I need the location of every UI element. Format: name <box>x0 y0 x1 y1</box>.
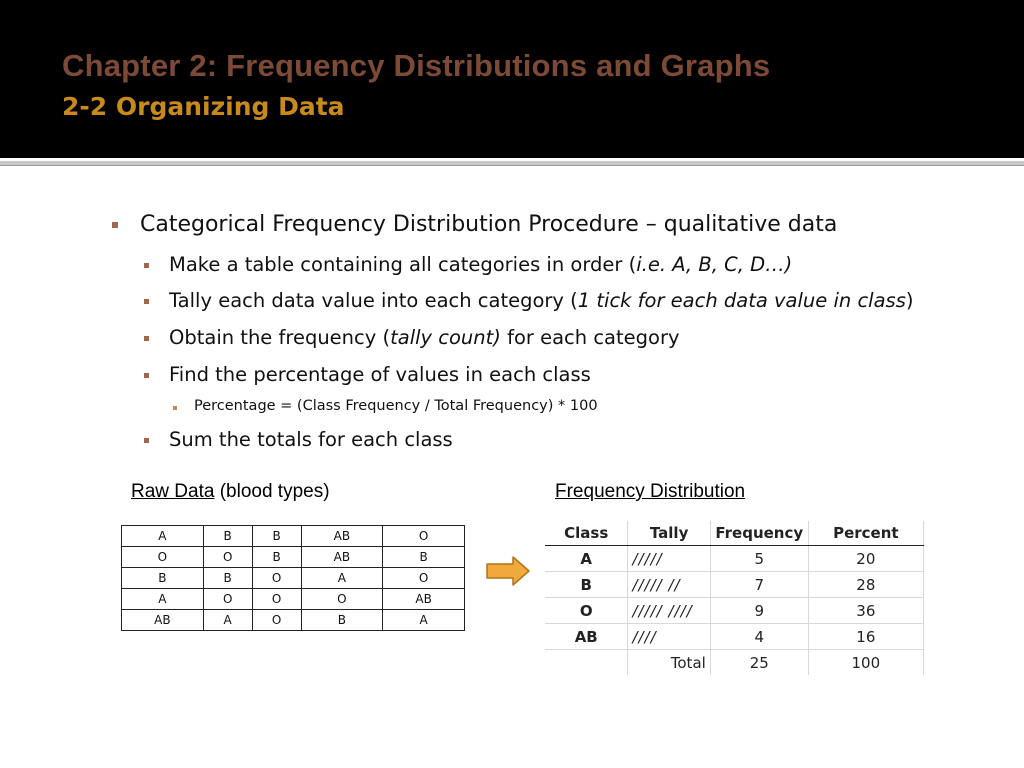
table-cell: B <box>252 526 301 547</box>
table-cell: O <box>122 547 204 568</box>
table-cell: B <box>203 526 252 547</box>
bullet-square-icon <box>144 263 149 268</box>
bullet-square-icon <box>173 406 177 410</box>
empty-cell <box>545 650 628 676</box>
frequency-cell: 7 <box>710 572 808 598</box>
frequency-caption: Frequency Distribution <box>555 481 746 502</box>
bullet-sub-3-rest: for each category <box>500 326 680 349</box>
raw-data-caption-title: Raw Data <box>131 481 215 502</box>
percent-cell: 20 <box>808 546 923 572</box>
table-cell: B <box>203 568 252 589</box>
tally-cell: ///// //// <box>628 598 710 624</box>
column-header-tally: Tally <box>628 521 710 546</box>
bullet-sub-4: Find the percentage of values in each class <box>169 363 591 386</box>
bullet-sub-2-text: Tally each data value into each category ( <box>169 289 578 312</box>
total-row <box>545 650 924 676</box>
frequency-distribution-table <box>545 521 924 675</box>
bullet-sub-1-emphasis: i.e. A, B, C, D…) <box>636 253 793 276</box>
tally-cell: ///// <box>628 546 710 572</box>
bullet-sub-3-emphasis: tally count) <box>390 326 501 349</box>
table-row <box>545 598 924 624</box>
frequency-cell: 5 <box>710 546 808 572</box>
table-cell: A <box>122 526 204 547</box>
table-row <box>122 526 465 547</box>
percent-cell: 28 <box>808 572 923 598</box>
bullet-sub-3-text: Obtain the frequency ( <box>169 326 391 349</box>
table-cell: O <box>301 589 383 610</box>
table-cell: O <box>203 547 252 568</box>
table-cell: AB <box>301 526 383 547</box>
column-header-class: Class <box>545 521 628 546</box>
table-cell: AB <box>122 610 204 631</box>
frequency-cell: 4 <box>710 624 808 650</box>
bullet-sub-2-close: ) <box>905 289 914 312</box>
table-cell: A <box>122 589 204 610</box>
table-cell: O <box>203 589 252 610</box>
percent-cell: 36 <box>808 598 923 624</box>
slide-subtitle: 2-2 Organizing Data <box>62 92 345 121</box>
table-cell: O <box>383 568 465 589</box>
class-cell: O <box>545 598 628 624</box>
bullet-sub-1 <box>169 253 792 276</box>
column-header-percent: Percent <box>808 521 923 546</box>
table-cell: O <box>252 589 301 610</box>
bullet-sub-2-emphasis: 1 tick for each data value in class <box>577 289 906 312</box>
table-row <box>122 568 465 589</box>
table-cell: O <box>252 568 301 589</box>
right-arrow-icon <box>485 555 531 587</box>
raw-data-caption <box>131 481 330 503</box>
percent-cell: 16 <box>808 624 923 650</box>
raw-data-table <box>121 525 465 631</box>
frequency-cell: 9 <box>710 598 808 624</box>
bullet-square-icon <box>144 299 149 304</box>
table-row <box>122 610 465 631</box>
bullet-square-icon <box>144 373 149 378</box>
table-cell: O <box>383 526 465 547</box>
table-row <box>545 624 924 650</box>
table-cell: A <box>383 610 465 631</box>
total-percent: 100 <box>808 650 923 676</box>
bullet-square-icon <box>112 222 118 228</box>
bullet-sub-2 <box>169 289 913 312</box>
bullet-square-icon <box>144 336 149 341</box>
table-cell: B <box>301 610 383 631</box>
tally-cell: //// <box>628 624 710 650</box>
bullet-sub-5: Sum the totals for each class <box>169 428 453 451</box>
header-divider <box>0 161 1024 166</box>
bullet-sub-1-text: Make a table containing all categories in order ( <box>169 253 637 276</box>
class-cell: AB <box>545 624 628 650</box>
slide-title: Chapter 2: Frequency Distributions and Graphs <box>62 48 771 83</box>
table-cell: B <box>122 568 204 589</box>
total-frequency: 25 <box>710 650 808 676</box>
class-cell: B <box>545 572 628 598</box>
table-cell: A <box>301 568 383 589</box>
table-cell: AB <box>383 589 465 610</box>
table-cell: AB <box>301 547 383 568</box>
bullet-main: Categorical Frequency Distribution Procedure – qualitative data <box>140 212 838 237</box>
tally-cell: ///// // <box>628 572 710 598</box>
bullet-sub-4-detail: Percentage = (Class Frequency / Total Frequency) * 100 <box>194 398 598 414</box>
bullet-square-icon <box>144 438 149 443</box>
table-row <box>545 572 924 598</box>
column-header-frequency: Frequency <box>710 521 808 546</box>
table-cell: B <box>252 547 301 568</box>
table-header-row <box>545 521 924 546</box>
table-row <box>545 546 924 572</box>
raw-data-caption-note: (blood types) <box>214 481 330 502</box>
table-row <box>122 547 465 568</box>
table-cell: A <box>203 610 252 631</box>
table-cell: O <box>252 610 301 631</box>
class-cell: A <box>545 546 628 572</box>
bullet-sub-3 <box>169 326 680 349</box>
table-row <box>122 589 465 610</box>
table-cell: B <box>383 547 465 568</box>
total-label: Total <box>628 650 710 676</box>
